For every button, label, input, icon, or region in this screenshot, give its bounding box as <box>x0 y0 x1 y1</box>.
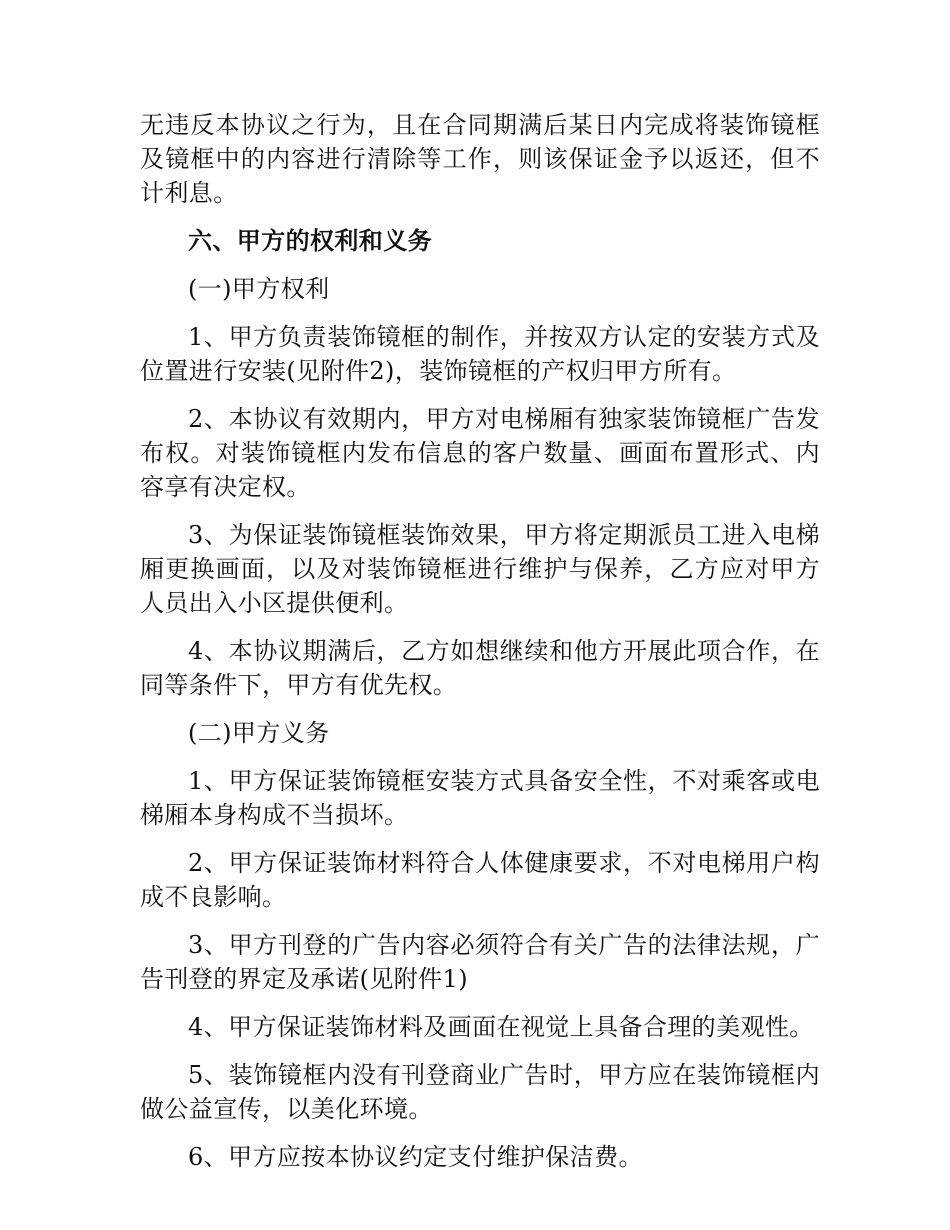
obligations-subtitle: (二)甲方义务 <box>188 719 330 747</box>
rights-item-4: 4、本协议期满后，乙方如想继续和他方开展此项合作，在同等条件下，甲方有优先权。 <box>140 637 820 699</box>
obligations-item-6: 6、甲方应按本协议约定支付维护保洁费。 <box>188 1143 643 1171</box>
rights-item-2: 2、本协议有效期内，甲方对电梯厢有独家装饰镜框广告发布权。对装饰镜框内发布信息的客户数量、画面布置形式、内容享有决定权。 <box>140 405 820 501</box>
rights-item-3: 3、为保证装饰镜框装饰效果，甲方将定期派员工进入电梯厢更换画面，以及对装饰镜框进行维护与保养，乙方应对甲方人员出入小区提供便利。 <box>140 521 820 617</box>
obligations-item-4: 4、甲方保证装饰材料及画面在视觉上具备合理的美观性。 <box>188 1013 814 1041</box>
continuation-paragraph: 无违反本协议之行为，且在合同期满后某日内完成将装饰镜框及镜框中的内容进行清除等工作，则该保证金予以返还，但不计利息。 <box>140 111 820 207</box>
rights-item-1: 1、甲方负责装饰镜框的制作，并按双方认定的安装方式及位置进行安装(见附件2)，装饰镜框的产权归甲方所有。 <box>140 323 820 385</box>
rights-subtitle: (一)甲方权利 <box>188 275 330 303</box>
obligations-item-1: 1、甲方保证装饰镜框安装方式具备安全性，不对乘客或电梯厢本身构成不当损坏。 <box>140 767 820 829</box>
obligations-item-2: 2、甲方保证装饰材料符合人体健康要求，不对电梯用户构成不良影响。 <box>140 849 820 911</box>
obligations-item-3: 3、甲方刊登的广告内容必须符合有关广告的法律法规，广告刊登的界定及承诺(见附件1) <box>140 931 820 993</box>
obligations-item-5: 5、装饰镜框内没有刊登商业广告时，甲方应在装饰镜框内做公益宣传，以美化环境。 <box>140 1061 820 1123</box>
document-body <box>140 108 820 1188</box>
section-title: 六、甲方的权利和义务 <box>188 227 432 255</box>
